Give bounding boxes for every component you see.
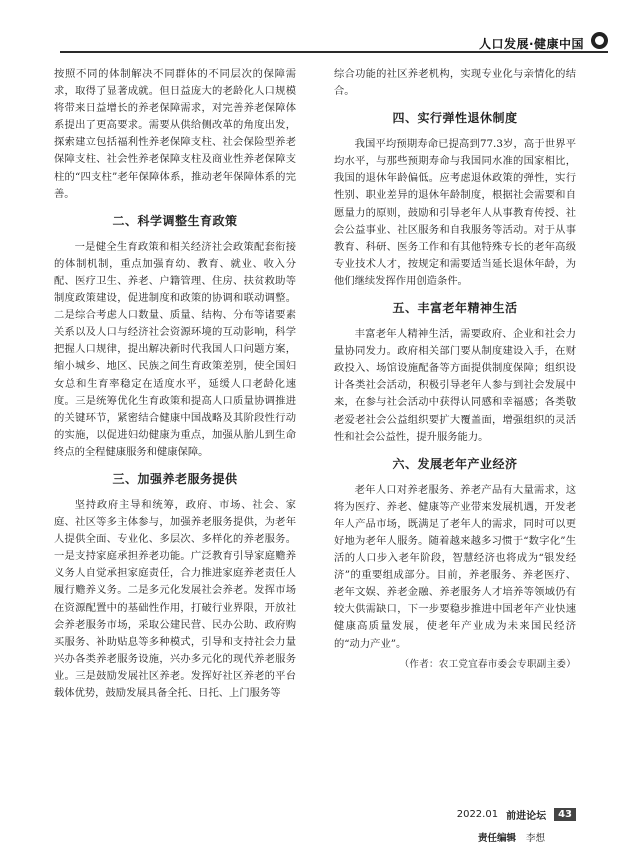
issue-number: 2022.01 xyxy=(456,809,499,820)
author-byline: （作者：农工党宜春市委会专职副主委） xyxy=(399,658,576,670)
section-heading-2: 二、科学调整生育政策 xyxy=(112,213,238,228)
continued-paragraph: 综合功能的社区养老机构，实现专业化与亲情化的结合。 xyxy=(334,68,576,98)
section-heading-3: 三、加强养老服务提供 xyxy=(112,471,238,486)
right-column xyxy=(334,66,576,673)
editor-label: 责任编辑 xyxy=(478,833,517,844)
journal-name: 前进论坛 xyxy=(506,811,547,822)
section-heading-4: 四、实行弹性退休制度 xyxy=(392,111,518,126)
circle-logo-icon xyxy=(591,32,608,49)
running-title: 人口发展·健康中国 xyxy=(478,37,584,51)
responsible-editor xyxy=(478,830,545,844)
page-footer xyxy=(457,807,576,822)
section-5-paragraph: 丰富老年人精神生活，需要政府、企业和社会力量协同发力。政府相关部门要从制度建设入手，在财政投入、场馆设施配备等方面提供制度保障；组织设计各类社会活动，积极引导老年人参与到社会发展中来，在参与社会活动中获得认同感和幸福感；各类敬老爱老社会公益组织要扩大覆盖面，增强组织的灵活性和社会公益性，提升服务能力。 xyxy=(334,328,576,443)
continued-paragraph: 按照不同的体制解决不同群体的不同层次的保障需求，取得了显著成就。但日益庞大的老龄化人口规模将带来日益增长的养老保障需求，对完善养老保障体系提出了更高要求。需要从供给侧改革的角度出发，探索建立包括福利性养老保障支柱、社会保险型养老保障支柱、社会性养老保障支柱及商业性养老保障支柱的“四支柱”老年保障体系，推动老年保障体系的完善。 xyxy=(54,68,296,200)
editor-name: 李想 xyxy=(526,833,546,844)
section-heading-5: 五、丰富老年精神生活 xyxy=(392,301,518,316)
section-2-paragraph: 一是健全生育政策和相关经济社会政策配套衔接的体制机制，重点加强育幼、教育、就业、收入分配、医疗卫生、养老、户籍管理、住房、扶贫救助等制度政策建设，促进制度和政策的协调和联动调整。二是综合考虑人口数量、质量、结构、分布等诸要素关系以及人口与经济社会资源环境的互动影响，科学把握人口规律，提出解决新时代我国人口问题方案，缩小城乡、地区、民族之间生育政策差别，使全国妇女总和生育率稳定在适度水平，延缓人口老龄化速度。三是统筹优化生育政策和提高人口质量协调推进的关键环节，紧密结合健康中国战略及其阶段性行动的实施，以促进妇幼健康为重点，加强从胎儿到生命终点的全程健康服务和健康保障。 xyxy=(54,240,296,458)
left-column xyxy=(54,66,296,702)
section-heading-6: 六、发展老年产业经济 xyxy=(392,456,518,471)
page-number: 43 xyxy=(554,808,576,821)
header-rule xyxy=(60,51,608,53)
section-6-paragraph: 老年人口对养老服务、养老产品有大量需求，这将为医疗、养老、健康等产业带来发展机遇，开发老年人产品市场，既满足了老年人的需求，同时可以更好地为老年人服务。随着越来越多习惯于“数字化”生活的人口步入老年阶段，智慧经济也将成为“银发经济”的重要组成部分。目前，养老服务、养老医疗、老年文娱、养老金融、养老服务人才培养等领域仍有较大供需缺口，下一步要稳步推进中国老年产业快速健康高质量发展，使老年产业成为未来国民经济的“动力产业”。 xyxy=(334,483,576,650)
section-3-paragraph: 坚持政府主导和统筹，政府、市场、社会、家庭、社区等多主体参与，加强养老服务提供，为老年人提供全面、专业化、多层次、多样化的养老服务。一是支持家庭承担养老功能。广泛教育引导家庭赡养义务人自觉承担家庭责任，合力推进家庭养老责任人履行赡养义务。二是多元化发展社会养老。发挥市场在资源配置中的基础性作用，打破行业界限，开放社会养老服务市场，采取公建民营、民办公助、政府购买服务、补助贴息等多种模式，引导和支持社会力量兴办各类养老服务设施，兴办多元化的现代养老服务业。三是鼓励发展社区养老。发挥好社区养老的平台载体优势，鼓励发展具备全托、日托、上门服务等 xyxy=(54,498,296,699)
section-4-paragraph: 我国平均预期寿命已提高到77.3岁，高于世界平均水平，与那些预期寿命与我国同水准的国家相比，我国的退休年龄偏低。应考虑退休政策的弹性，实行性别、职业差异的退休年龄制度，根据社会需要和自愿量力的原则，鼓励和引导老年人从事教育传授、社会公益事业、社区服务和自我服务等活动。对于从事教育、科研、医务工作和有其他特殊专长的老年高级专业技术人才，按规定和需要适当延长退休年龄，为他们继续发挥作用创造条件。 xyxy=(334,138,576,287)
